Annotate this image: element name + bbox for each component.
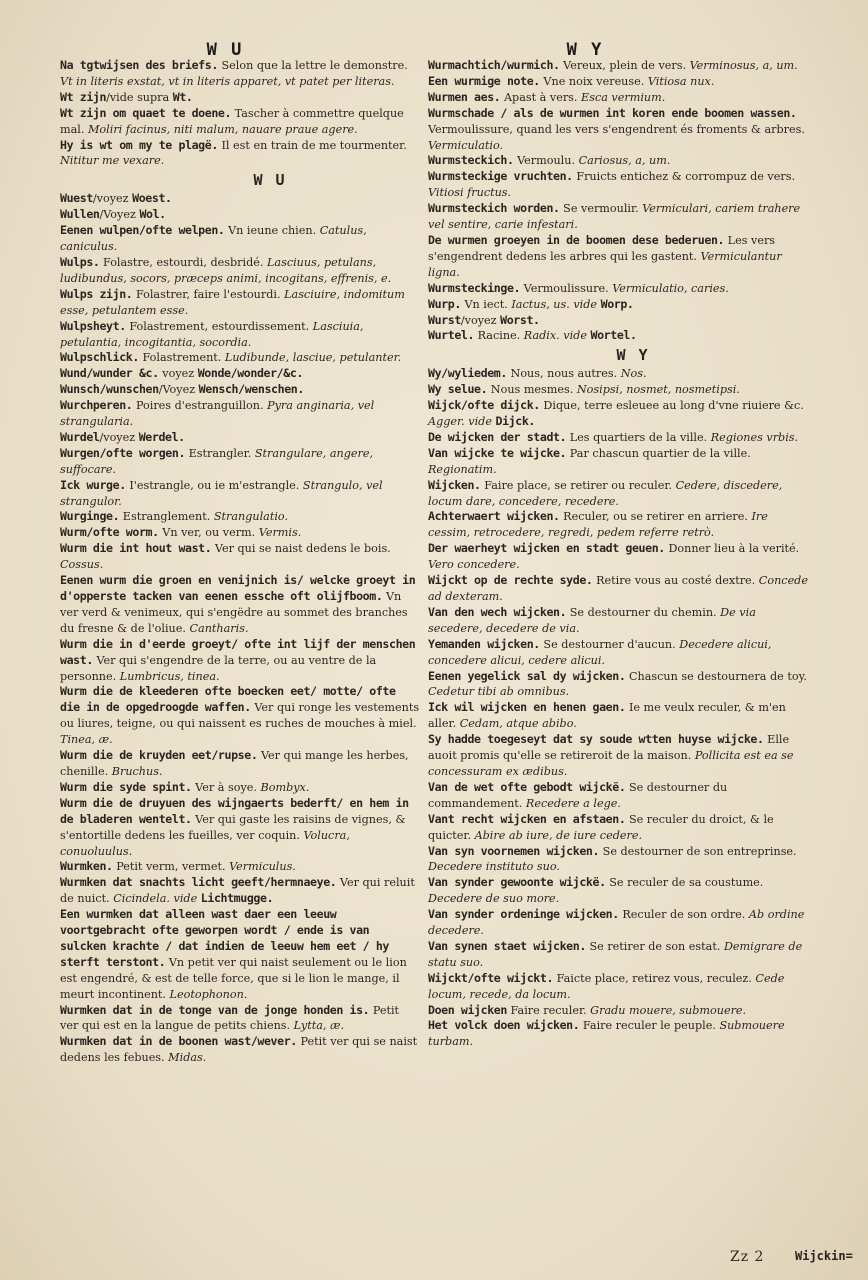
headword: Wulps zijn. xyxy=(60,286,133,301)
latin-gloss: Iactus, us. vide xyxy=(511,297,601,311)
dictionary-entry xyxy=(60,287,420,319)
headword: Het volck doen wijcken. xyxy=(428,1018,580,1033)
french-gloss: Vermoulissure, quand les vers s'engendrent és froments & arbres. xyxy=(428,122,805,136)
headword: Wurm die de kleederen ofte boecken eet/ motte/ ofte die in de opgedroogde waffen. xyxy=(60,684,396,715)
headword: Wurmsteckich worden. xyxy=(428,201,560,216)
latin-gloss: Vermiculantur ligna. xyxy=(428,249,782,279)
headword: Wurmken. xyxy=(60,859,113,874)
dictionary-entry xyxy=(428,700,808,732)
headword: Van synen staet wijcken. xyxy=(428,938,586,953)
section-heading: W U xyxy=(253,171,287,190)
headword: Wuest xyxy=(60,191,93,206)
section-heading: W Y xyxy=(616,346,650,365)
latin-gloss: Decedere alicui, concedere alicui, cedere alicui. xyxy=(428,637,772,667)
dictionary-entry xyxy=(428,812,808,844)
french-gloss: Petit ver qui est en la langue de petits chiens. xyxy=(60,1003,400,1033)
latin-gloss: Gradu mouere, submouere. xyxy=(590,1003,747,1017)
cross-reference: Werdel. xyxy=(138,429,185,444)
latin-gloss: Regionatim. xyxy=(428,462,497,476)
headword: Wurginge. xyxy=(60,509,120,524)
headword: Ick wurge. xyxy=(60,477,126,492)
latin-gloss: Moliri facinus, niti malum, nauare praue agere. xyxy=(87,122,358,136)
french-gloss: Se reculer du droict, & le quicter. xyxy=(428,812,774,842)
french-gloss: Ver qui mange les herbes, chenille. xyxy=(60,749,409,778)
french-gloss: Tascher à commettre quelque mal. xyxy=(60,106,404,136)
latin-gloss: Nititur me vexare. xyxy=(60,154,165,168)
french-gloss: Petit ver qui se naist dedens les febues. xyxy=(60,1035,418,1065)
french-gloss: Se destourner du chemin. xyxy=(566,605,721,619)
french-gloss: Retire vous au costé dextre. xyxy=(592,574,759,588)
headword: Wurdel xyxy=(60,429,100,444)
french-gloss: /voyez xyxy=(460,313,501,327)
dictionary-entry xyxy=(428,541,808,573)
headword: Wulpschlick. xyxy=(60,350,139,365)
latin-gloss: Leotophonon. xyxy=(169,987,248,1001)
french-gloss: Ver qui gaste les raisins de vignes, & s'entortille dedens les fueilles, ver coquin. xyxy=(60,812,406,842)
headword: Van den wech wijcken. xyxy=(428,604,567,619)
french-gloss: Faire place, se retirer ou reculer. xyxy=(480,478,676,492)
dictionary-entry xyxy=(60,907,420,1002)
headword: Wunsch/wunschen xyxy=(60,382,159,397)
headword: Eenen yegelick sal dy wijcken. xyxy=(428,668,626,683)
french-gloss: Reculer de son ordre. xyxy=(618,908,749,922)
headword: Wurmen aes. xyxy=(428,89,501,104)
cross-reference: Woest. xyxy=(132,191,172,206)
dictionary-entry xyxy=(60,780,420,796)
french-gloss: /voyez xyxy=(92,192,133,206)
dictionary-entry xyxy=(428,313,808,329)
headword: Wurmken dat in de tonge van de jonge honden is. xyxy=(60,1002,370,1017)
dictionary-entry xyxy=(60,748,420,780)
french-gloss: Vn petit ver qui naist seulement ou le lion est engendré, & est de telle force, que si le lion le mange, il meurt incontinent. xyxy=(60,955,407,1001)
french-gloss: Estrangler. xyxy=(185,446,255,460)
french-gloss: voyez xyxy=(158,367,198,381)
headword: Een wurmige note. xyxy=(428,73,540,88)
latin-gloss: Ire cessim, retrocedere, regredi, pedem referre retrò. xyxy=(428,510,768,540)
cross-reference: Lichtmugge. xyxy=(200,891,274,906)
latin-gloss: Bombyx. xyxy=(260,780,310,794)
french-gloss: Ver qui reluit de nuict. xyxy=(60,876,415,906)
latin-gloss: Cantharis. xyxy=(189,621,249,635)
headword: Wulps. xyxy=(60,254,100,269)
right-column xyxy=(428,58,808,1050)
latin-gloss: Cariosus, a, um. xyxy=(578,154,671,168)
dictionary-entry xyxy=(60,223,420,255)
latin-gloss: Demigrare de statu suo. xyxy=(428,939,803,969)
headword: Yemanden wijcken. xyxy=(428,636,540,651)
headword: Van wijcke te wijcke. xyxy=(428,445,567,460)
cross-reference: Worp. xyxy=(600,296,634,311)
catchword: Wijckin= xyxy=(795,1249,853,1263)
latin-gloss: Vermiculatio, caries. xyxy=(612,281,729,295)
dictionary-entry xyxy=(60,398,420,430)
latin-gloss: Strangulo, vel strangulor. xyxy=(60,478,383,508)
latin-gloss: Lasciuire, indomitum esse, petulantem esse. xyxy=(60,287,405,317)
dictionary-entry xyxy=(428,669,808,701)
headword: Wurmken dat in de boonen wast/wever. xyxy=(60,1034,297,1049)
latin-gloss: Cedetur tibi ab omnibus. xyxy=(428,685,570,699)
headword: Van synder ordeninge wijcken. xyxy=(428,907,619,922)
latin-gloss: Nosipsi, nosmet, nosmetipsi. xyxy=(576,383,740,397)
latin-gloss: Lasciuus, petulans, ludibundus, socors, præceps animi, incogitans, effrenis, e. xyxy=(60,255,392,285)
left-column xyxy=(60,58,420,1066)
headword: Der waerheyt wijcken en stadt geuen. xyxy=(428,541,665,556)
french-gloss: Estranglement. xyxy=(119,510,214,524)
headword: Wy selue. xyxy=(428,382,488,397)
french-gloss: Folastrement, estourdissement. xyxy=(125,319,313,333)
dictionary-entry xyxy=(428,844,808,876)
headword: Wurgen/ofte worgen. xyxy=(60,445,186,460)
cross-reference: Worst. xyxy=(500,312,540,327)
french-gloss: /vide supra xyxy=(106,90,173,104)
dictionary-entry xyxy=(428,74,808,90)
dictionary-entry xyxy=(60,684,420,748)
dictionary-entry xyxy=(60,207,420,223)
latin-gloss: Decedere instituto suo. xyxy=(428,860,560,874)
latin-gloss: Strangulare, angere, suffocare. xyxy=(60,446,374,476)
headword: Wurmachtich/wurmich. xyxy=(428,58,560,72)
headword: Wurchperen. xyxy=(60,398,133,413)
dictionary-entry xyxy=(60,573,420,637)
dictionary-entry xyxy=(60,58,420,90)
headword: Wurm/ofte worm. xyxy=(60,525,159,540)
dictionary-entry xyxy=(60,509,420,525)
dictionary-entry xyxy=(60,255,420,287)
latin-gloss: Vitiosi fructus. xyxy=(428,186,512,200)
headword: Van de wet ofte gebodt wijckë. xyxy=(428,779,626,794)
dictionary-entry xyxy=(428,398,808,430)
headword: Wt zijn om quaet te doene. xyxy=(60,105,232,120)
headword: Wurmsteckige vruchten. xyxy=(428,169,573,184)
dictionary-entry xyxy=(428,328,808,344)
headword: Een wurmken dat alleen wast daer een leeuw voortgebracht ofte geworpen wordt / ende is van sulcken krachte / dat indien de leeuw hem eet / hy sterft terstont. xyxy=(60,907,390,969)
french-gloss: Il est en train de me tourmenter. xyxy=(217,138,407,152)
french-gloss: Ver à soye. xyxy=(191,780,261,794)
cross-reference: Wol. xyxy=(139,207,166,222)
headword: Wijck/ofte dijck. xyxy=(428,398,540,413)
french-gloss: I'estrangle, ou ie m'estrangle. xyxy=(125,478,303,492)
dictionary-entry xyxy=(428,297,808,313)
dictionary-entry xyxy=(60,191,420,207)
cross-reference: Dijck. xyxy=(495,414,535,429)
dictionary-entry xyxy=(60,875,420,907)
dictionary-entry xyxy=(60,1034,420,1066)
french-gloss: Vereux, plein de vers. xyxy=(559,59,690,72)
dictionary-entry xyxy=(428,637,808,669)
french-gloss: Se vermoulir. xyxy=(559,202,643,216)
headword: Doen wijcken xyxy=(428,1002,507,1017)
french-gloss: Se destourner d'aucun. xyxy=(539,637,680,651)
french-gloss: Se destourner du commandement. xyxy=(428,780,728,810)
dictionary-entry xyxy=(60,446,420,478)
french-gloss: Vn ieune chien. xyxy=(224,224,320,238)
french-gloss: Folastrer, faire l'estourdi. xyxy=(132,287,285,301)
headword: De wurmen groeyen in de boomen dese bederuen. xyxy=(428,232,725,247)
latin-gloss: Abire ab iure, de iure cedere. xyxy=(474,828,642,842)
dictionary-entry xyxy=(60,138,420,170)
headword: Wurp. xyxy=(428,296,461,311)
latin-gloss: De via secedere, decedere de via. xyxy=(428,605,756,635)
latin-gloss: Vitiosa nux. xyxy=(647,74,715,88)
french-gloss: Selon que la lettre le demonstre. xyxy=(217,59,408,72)
dictionary-entry xyxy=(428,573,808,605)
latin-gloss: Agger. vide xyxy=(428,415,496,429)
dictionary-entry xyxy=(428,281,808,297)
french-gloss: Reculer, ou se retirer en arriere. xyxy=(559,510,752,524)
latin-gloss: Vermiculari, cariem trahere vel sentire, carie infestari. xyxy=(428,202,801,232)
cross-reference: Wt. xyxy=(172,89,193,104)
headword: Wurmschade / als de wurmen int koren ende boomen wassen. xyxy=(428,105,797,120)
latin-gloss: Vermiculatio. xyxy=(428,138,504,152)
headword: Wurmsteckich. xyxy=(428,153,514,168)
dictionary-entry xyxy=(428,90,808,106)
headword: Eenen wulpen/ofte welpen. xyxy=(60,223,225,238)
french-gloss: Elle auoit promis qu'elle se retireroit de la maison. xyxy=(428,733,790,763)
headword: Wurmsteckinge. xyxy=(428,280,521,295)
dictionary-entry xyxy=(428,939,808,971)
french-gloss: Faire reculer. xyxy=(506,1003,591,1017)
french-gloss: Les vers s'engendrent dedens les arbres qui les gastent. xyxy=(428,233,776,263)
headword: Wijcken. xyxy=(428,477,481,492)
headword: Wurst xyxy=(428,312,461,327)
headword: Wy/wyliedem. xyxy=(428,366,507,381)
latin-gloss: Ab ordine decedere. xyxy=(428,908,805,938)
headword: De wijcken der stadt. xyxy=(428,429,567,444)
signature-mark: Zz 2 xyxy=(730,1249,765,1265)
dictionary-entry xyxy=(428,58,808,74)
latin-gloss: Pollicita est ea se concessuram ex ædibus. xyxy=(428,749,794,778)
french-gloss: Nous mesmes. xyxy=(487,383,577,397)
dictionary-entry xyxy=(428,169,808,201)
page-header-right: W Y xyxy=(566,40,604,60)
dictionary-entry xyxy=(428,233,808,281)
latin-gloss: Nos. xyxy=(620,367,647,381)
headword: Vant recht wijcken en afstaen. xyxy=(428,811,626,826)
latin-gloss: Volucra, conuoluulus. xyxy=(60,828,350,858)
latin-gloss: Vermiculus. xyxy=(229,860,296,874)
dictionary-entry xyxy=(60,382,420,398)
latin-gloss: Verminosus, a, um. xyxy=(689,59,798,72)
headword: Wurm die in d'eerde groeyt/ ofte int lijf der menschen wast. xyxy=(60,636,416,667)
headword: Wulpsheyt. xyxy=(60,318,126,333)
dictionary-entry xyxy=(428,971,808,1003)
french-gloss: Faire reculer le peuple. xyxy=(579,1019,720,1033)
dictionary-entry xyxy=(428,201,808,233)
french-gloss: /voyez xyxy=(99,430,139,444)
dictionary-entry xyxy=(428,907,808,939)
dictionary-entry xyxy=(60,366,420,382)
french-gloss: Ver qui ronge les vestements ou liures, teigne, ou qui naissent es ruches de mouches à miel. xyxy=(60,701,420,731)
french-gloss: Vn ver verd & venimeux, qui s'engëdre au sommet des branches du fresne & de l'oliue. xyxy=(60,590,408,635)
french-gloss: Vn ver, ou verm. xyxy=(158,526,259,540)
french-gloss: Petit verm, vermet. xyxy=(112,860,230,874)
latin-gloss: Pyra anginaria, vel strangularia. xyxy=(60,399,375,429)
latin-gloss: Bruchus. xyxy=(111,764,163,778)
dictionary-entry xyxy=(60,637,420,685)
french-gloss: Se reculer de sa coustume. xyxy=(605,876,764,890)
dictionary-entry xyxy=(428,382,808,398)
french-gloss: Racine. xyxy=(474,329,524,343)
latin-gloss: Vero concedere. xyxy=(428,558,520,572)
french-gloss: Se retirer de son estat. xyxy=(585,939,724,953)
dictionary-entry xyxy=(428,605,808,637)
dictionary-entry xyxy=(60,796,420,860)
french-gloss: Apast à vers. xyxy=(500,90,582,104)
dictionary-entry xyxy=(60,525,420,541)
dictionary-entry xyxy=(60,478,420,510)
dictionary-entry xyxy=(428,446,808,478)
dictionary-entry xyxy=(428,478,808,510)
latin-gloss: Catulus, caniculus. xyxy=(60,224,367,254)
latin-gloss: Cedere, discedere, locum dare, concedere, recedere. xyxy=(428,478,783,508)
latin-gloss: Radix. vide xyxy=(523,329,591,343)
headword: Wullen xyxy=(60,207,100,222)
headword: Wurm die de druyuen des wijngaerts bederft/ en hem in de bladeren wentelt. xyxy=(60,795,409,826)
latin-gloss: Midas. xyxy=(168,1051,207,1065)
dictionary-entry xyxy=(60,350,420,366)
headword: Van synder gewoonte wijckë. xyxy=(428,875,606,890)
dictionary-entry xyxy=(428,1018,808,1050)
french-gloss: Se destourner de son entreprinse. xyxy=(599,844,797,858)
cross-reference: Wortel. xyxy=(590,328,637,343)
latin-gloss: Cicindela. vide xyxy=(113,892,201,906)
french-gloss: Fruicts entichez & corrompuz de vers. xyxy=(572,170,796,184)
dictionary-entry xyxy=(428,732,808,780)
dictionary-entry xyxy=(60,106,420,138)
dictionary-entry xyxy=(60,90,420,106)
french-gloss: Vne noix vereuse. xyxy=(539,74,648,88)
latin-gloss: Cede locum, recede, da locum. xyxy=(428,971,785,1001)
dictionary-entry xyxy=(428,153,808,169)
headword: Wurm die syde spint. xyxy=(60,779,192,794)
dictionary-entry xyxy=(428,1003,808,1019)
headword: Wurmken dat snachts licht geeft/hermnaeye. xyxy=(60,875,337,890)
latin-gloss: Esca vermium. xyxy=(581,90,666,104)
headword: Sy hadde toegeseyt dat sy soude wtten huyse wijcke. xyxy=(428,732,764,747)
french-gloss: Ver qui s'engendre de la terre, ou au ventre de la personne. xyxy=(60,653,377,683)
headword: Achterwaert wijcken. xyxy=(428,509,560,524)
french-gloss: Les quartiers de la ville. xyxy=(566,430,711,444)
french-gloss: Ie me veulx reculer, & m'en aller. xyxy=(428,701,786,731)
french-gloss: Ver qui se naist dedens le bois. xyxy=(211,542,391,556)
dictionary-entry xyxy=(428,780,808,812)
headword: Na tgtwijsen des briefs. xyxy=(60,58,218,72)
french-gloss: /Voyez xyxy=(99,208,140,222)
french-gloss: Par chascun quartier de la ville. xyxy=(566,446,751,460)
dictionary-entry xyxy=(60,319,420,351)
dictionary-entry xyxy=(428,509,808,541)
latin-gloss: Regiones vrbis. xyxy=(710,430,799,444)
latin-gloss: Cossus. xyxy=(60,558,104,572)
cross-reference: Wonde/wonder/&c. xyxy=(197,366,303,381)
headword: Wurtel. xyxy=(428,328,475,343)
headword: Van syn voornemen wijcken. xyxy=(428,843,600,858)
french-gloss: Folastrement. xyxy=(138,351,225,365)
dictionary-entry xyxy=(60,541,420,573)
headword: Hy is wt om my te plagë. xyxy=(60,137,218,152)
french-gloss: Vermoulissure. xyxy=(520,281,613,295)
latin-gloss: Strangulatio. xyxy=(213,510,288,524)
french-gloss: Folastre, estourdi, desbridé. xyxy=(99,255,267,269)
latin-gloss: Ludibunde, lasciue, petulanter. xyxy=(224,351,402,365)
french-gloss: Chascun se destournera de toy. xyxy=(625,669,807,683)
cross-reference: Wensch/wenschen. xyxy=(198,382,304,397)
headword: Wijckt op de rechte syde. xyxy=(428,573,593,588)
dictionary-entry xyxy=(428,366,808,382)
french-gloss: Poires d'estranguillon. xyxy=(132,399,268,413)
dictionary-entry xyxy=(428,106,808,154)
latin-gloss: Cedam, atque abibo. xyxy=(459,717,577,731)
headword: Wt zijn xyxy=(60,89,107,104)
french-gloss: Dique, terre esleuee au long d'vne riuiere &c. xyxy=(539,399,804,413)
dictionary-entry xyxy=(60,430,420,446)
headword: Wurm die int hout wast. xyxy=(60,541,212,556)
french-gloss: Faicte place, retirez vous, reculez. xyxy=(553,971,756,985)
page-header-left: W U xyxy=(206,40,244,60)
headword: Wurm die de kruyden eet/rupse. xyxy=(60,748,258,763)
headword: Wund/wunder &c. xyxy=(60,366,159,381)
dictionary-entry xyxy=(60,859,420,875)
latin-gloss: Vermis. xyxy=(258,526,302,540)
latin-gloss: Lumbricus, tinea. xyxy=(119,669,220,683)
headword: Ick wil wijcken en henen gaen. xyxy=(428,700,626,715)
french-gloss: Nous, nous autres. xyxy=(506,367,621,381)
dictionary-entry xyxy=(428,875,808,907)
latin-gloss: Submouere turbam. xyxy=(428,1019,785,1049)
latin-gloss: Tinea, æ. xyxy=(60,733,113,747)
french-gloss: Vn iect. xyxy=(460,297,512,311)
dictionary-entry xyxy=(428,430,808,446)
latin-gloss: Lytta, æ. xyxy=(293,1019,345,1033)
french-gloss: Donner lieu à la verité. xyxy=(664,542,800,556)
latin-gloss: Recedere a lege. xyxy=(525,796,621,810)
french-gloss: Vermoulu. xyxy=(513,154,579,168)
headword: Eenen wurm die groen en venijnich is/ welcke groeyt in d'opperste tacken van eenen essche oft olijfboom. xyxy=(60,573,416,603)
dictionary-entry xyxy=(60,1003,420,1035)
headword: Wijckt/ofte wijckt. xyxy=(428,970,554,985)
latin-gloss: Concede ad dexteram. xyxy=(428,574,808,603)
latin-gloss: Lasciuia, petulantia, incogitantia, socordia. xyxy=(60,319,364,349)
latin-gloss: Decedere de suo more. xyxy=(428,892,560,906)
latin-gloss: Vt in literis exstat, vt in literis apparet, vt patet per literas. xyxy=(60,74,395,88)
french-gloss: /Voyez xyxy=(158,383,199,397)
